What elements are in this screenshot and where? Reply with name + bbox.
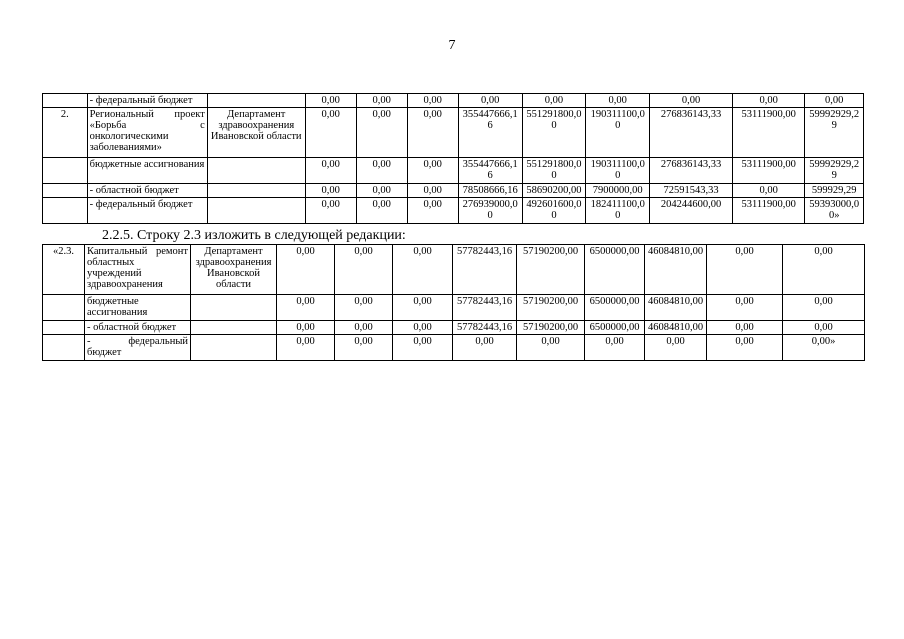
department-cell [191, 295, 277, 321]
value-cell: 0,00 [356, 158, 407, 184]
value-cell: 0,00 [393, 321, 453, 335]
value-cell: 0,00 [407, 158, 458, 184]
value-cell: 0,00 [407, 108, 458, 158]
value-cell: 551291800,00 [522, 108, 586, 158]
value-cell: 57190200,00 [517, 245, 585, 295]
row-name-cell: - федеральный бюджет [85, 335, 191, 361]
value-cell: 0,00 [305, 198, 356, 224]
value-cell: 0,00 [277, 335, 335, 361]
value-cell: 0,00 [356, 198, 407, 224]
row-number-cell [43, 295, 85, 321]
value-cell: 6500000,00 [585, 321, 645, 335]
value-cell: 0,00 [707, 245, 783, 295]
value-cell: 0,00 [393, 335, 453, 361]
value-cell: 0,00 [305, 158, 356, 184]
value-cell: 46084810,00 [645, 321, 707, 335]
value-cell: 7900000,00 [586, 184, 650, 198]
row-number-cell: 2. [43, 108, 88, 158]
row-number-cell [43, 158, 88, 184]
value-cell: 0,00 [335, 321, 393, 335]
row-number-cell [43, 198, 88, 224]
value-cell: 0,00 [305, 94, 356, 108]
row-name-cell: - федеральный бюджет [87, 94, 207, 108]
value-cell: 53111900,00 [733, 158, 805, 184]
value-cell: 59992929,29 [805, 108, 864, 158]
row-number-cell: «2.3. [43, 245, 85, 295]
value-cell: 59393000,00» [805, 198, 864, 224]
value-cell: 0,00 [650, 94, 733, 108]
value-cell: 57782443,16 [453, 295, 517, 321]
table-row [43, 245, 865, 295]
value-cell: 0,00 [517, 335, 585, 361]
value-cell: 182411100,00 [586, 198, 650, 224]
table-row [43, 158, 864, 184]
table-row [43, 94, 864, 108]
row-name-cell: Капитальный ремонт областных учреждений здравоохранения [85, 245, 191, 295]
value-cell: 0,00 [393, 245, 453, 295]
value-cell: 551291800,00 [522, 158, 586, 184]
row-name-cell: - областной бюджет [87, 184, 207, 198]
value-cell: 0,00 [393, 295, 453, 321]
value-cell: 492601600,00 [522, 198, 586, 224]
value-cell: 0,00» [783, 335, 865, 361]
value-cell: 0,00 [783, 245, 865, 295]
value-cell: 190311100,00 [586, 158, 650, 184]
value-cell: 355447666,16 [458, 108, 522, 158]
department-cell [207, 94, 305, 108]
value-cell: 57782443,16 [453, 245, 517, 295]
budget-table-2 [42, 244, 865, 361]
value-cell: 599929,29 [805, 184, 864, 198]
value-cell: 59992929,29 [805, 158, 864, 184]
value-cell: 0,00 [305, 184, 356, 198]
value-cell: 0,00 [783, 321, 865, 335]
value-cell: 72591543,33 [650, 184, 733, 198]
value-cell: 0,00 [453, 335, 517, 361]
section-heading: 2.2.5. Строку 2.3 изложить в следующей редакции: [102, 228, 406, 243]
row-number-cell [43, 335, 85, 361]
value-cell: 355447666,16 [458, 158, 522, 184]
value-cell: 53111900,00 [733, 198, 805, 224]
row-number-cell [43, 94, 88, 108]
value-cell: 0,00 [277, 245, 335, 295]
value-cell: 0,00 [356, 94, 407, 108]
value-cell: 0,00 [277, 295, 335, 321]
department-cell: Департамент здравоохранения Ивановской области [191, 245, 277, 295]
value-cell: 0,00 [407, 184, 458, 198]
value-cell: 57782443,16 [453, 321, 517, 335]
value-cell: 0,00 [407, 94, 458, 108]
value-cell: 0,00 [585, 335, 645, 361]
value-cell: 0,00 [805, 94, 864, 108]
department-cell [191, 321, 277, 335]
row-number-cell [43, 184, 88, 198]
value-cell: 53111900,00 [733, 108, 805, 158]
department-cell [207, 158, 305, 184]
department-cell [207, 184, 305, 198]
value-cell: 0,00 [586, 94, 650, 108]
value-cell: 78508666,16 [458, 184, 522, 198]
value-cell: 0,00 [305, 108, 356, 158]
value-cell: 190311100,00 [586, 108, 650, 158]
table-row [43, 198, 864, 224]
value-cell: 204244600,00 [650, 198, 733, 224]
department-cell [207, 198, 305, 224]
table-row [43, 184, 864, 198]
value-cell: 46084810,00 [645, 295, 707, 321]
value-cell: 0,00 [407, 198, 458, 224]
value-cell: 0,00 [707, 295, 783, 321]
value-cell: 0,00 [335, 335, 393, 361]
table-row [43, 295, 865, 321]
value-cell: 0,00 [733, 94, 805, 108]
row-name-cell: бюджетные ассигнования [85, 295, 191, 321]
value-cell: 0,00 [522, 94, 586, 108]
value-cell: 0,00 [733, 184, 805, 198]
department-cell [191, 335, 277, 361]
table-row [43, 335, 865, 361]
value-cell: 57190200,00 [517, 321, 585, 335]
value-cell: 276939000,00 [458, 198, 522, 224]
department-cell: Департамент здравоохранения Ивановской области [207, 108, 305, 158]
value-cell: 58690200,00 [522, 184, 586, 198]
value-cell: 6500000,00 [585, 245, 645, 295]
row-name-cell: бюджетные ассигнования [87, 158, 207, 184]
value-cell: 276836143,33 [650, 108, 733, 158]
value-cell: 0,00 [707, 335, 783, 361]
page-number: 7 [448, 38, 456, 53]
budget-table-1 [42, 93, 864, 224]
table-row [43, 108, 864, 158]
row-name-cell: Региональный проект «Борьба с онкологическими заболеваниями» [87, 108, 207, 158]
value-cell: 6500000,00 [585, 295, 645, 321]
row-name-cell: - федеральный бюджет [87, 198, 207, 224]
value-cell: 0,00 [335, 295, 393, 321]
row-name-cell: - областной бюджет [85, 321, 191, 335]
value-cell: 276836143,33 [650, 158, 733, 184]
value-cell: 0,00 [645, 335, 707, 361]
value-cell: 57190200,00 [517, 295, 585, 321]
table-row [43, 321, 865, 335]
value-cell: 0,00 [707, 321, 783, 335]
value-cell: 0,00 [356, 108, 407, 158]
row-number-cell [43, 321, 85, 335]
value-cell: 0,00 [458, 94, 522, 108]
value-cell: 0,00 [335, 245, 393, 295]
value-cell: 0,00 [277, 321, 335, 335]
value-cell: 46084810,00 [645, 245, 707, 295]
value-cell: 0,00 [356, 184, 407, 198]
value-cell: 0,00 [783, 295, 865, 321]
